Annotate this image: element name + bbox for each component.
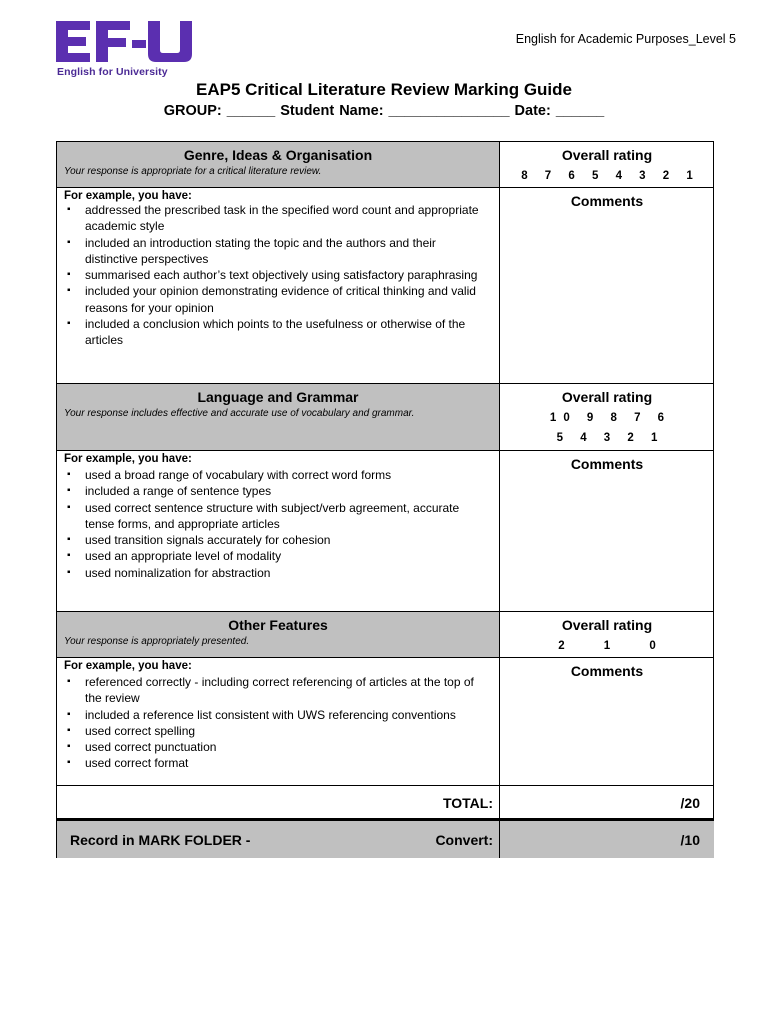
criteria-item: ▪ used a broad range of vocabulary with correct word forms — [57, 467, 489, 483]
section-heading: Language and Grammar — [197, 389, 359, 405]
criteria-item: ▪ used correct sentence structure with subject/verb agreement, accurate tense forms, and appropriate articles — [57, 500, 489, 533]
section-description: Your response is appropriate for a critical literature review. — [64, 166, 322, 177]
section-other-criteria — [57, 658, 500, 786]
section-genre-comments — [500, 188, 714, 384]
criteria-item: ▪ used correct format — [57, 755, 489, 771]
record-label: Record in MARK FOLDER - — [70, 832, 251, 848]
section-genre-criteria — [57, 188, 500, 384]
efu-logo-letters — [56, 20, 196, 64]
total-row-label-cell — [57, 786, 500, 821]
criteria-item: ▪ used correct punctuation — [57, 739, 489, 755]
overall-rating-label: Overall rating — [561, 617, 653, 633]
criteria-item: ▪ used transition signals accurately for cohesion — [57, 532, 489, 548]
criteria-item: ▪ used nominalization for abstraction — [57, 565, 489, 581]
criteria-item: ▪ included an introduction stating the topic and the authors and their distinctive perspectives — [57, 235, 489, 268]
criteria-item: ▪ used correct spelling — [57, 723, 489, 739]
criteria-item: ▪ referenced correctly - including correct referencing of articles at the top of the review — [57, 674, 489, 707]
logo-subtitle: English for University — [57, 66, 168, 78]
section-genre-header — [57, 142, 500, 188]
section-description: Your response includes effective and accurate use of vocabulary and grammar. — [64, 408, 415, 419]
section-heading: Other Features — [228, 617, 328, 633]
efu-logo — [56, 20, 196, 78]
student-info-line: GROUP: ______ Student Name: _______________ Date: ______ — [163, 103, 605, 119]
section-language-rating — [500, 384, 714, 451]
convert-score-cell — [500, 821, 714, 858]
section-genre-rating — [500, 142, 714, 188]
convert-label: Convert: — [435, 832, 493, 848]
criteria-intro: For example, you have: — [64, 190, 192, 202]
section-other-header — [57, 612, 500, 658]
rating-scale-line-2: 5 4 3 2 1 — [556, 432, 665, 444]
criteria-intro: For example, you have: — [64, 453, 192, 465]
rating-scale: 8 7 6 5 4 3 2 1 — [521, 170, 700, 182]
total-score-cell — [500, 786, 714, 821]
rating-scale: 2 1 0 — [558, 640, 674, 652]
section-description: Your response is appropriately presented. — [64, 636, 250, 647]
section-heading: Genre, Ideas & Organisation — [183, 147, 373, 163]
total-score: /20 — [680, 795, 700, 811]
overall-rating-label: Overall rating — [561, 389, 653, 405]
comments-label: Comments — [570, 456, 644, 472]
criteria-list — [57, 467, 499, 581]
section-other-comments — [500, 658, 714, 786]
criteria-item: ▪ included a reference list consistent with UWS referencing conventions — [57, 707, 489, 723]
criteria-list — [57, 202, 499, 349]
comments-label: Comments — [570, 193, 644, 209]
rating-scale-line-1: 10 9 8 7 6 — [549, 412, 672, 424]
criteria-intro: For example, you have: — [64, 660, 192, 672]
criteria-item: ▪ included your opinion demonstrating evidence of critical thinking and valid reasons for your opinion — [57, 283, 489, 316]
record-row-label-cell — [57, 821, 500, 858]
section-language-criteria — [57, 451, 500, 612]
criteria-item: ▪ included a range of sentence types — [57, 483, 489, 499]
marking-rubric-table — [56, 141, 714, 858]
section-language-comments — [500, 451, 714, 612]
criteria-item: ▪ summarised each author’s text objectively using satisfactory paraphrasing — [57, 267, 489, 283]
criteria-list — [57, 674, 499, 772]
course-label: English for Academic Purposes_Level 5 — [515, 32, 736, 46]
criteria-item: ▪ addressed the prescribed task in the specified word count and appropriate academic style — [57, 202, 489, 235]
criteria-item: ▪ included a conclusion which points to the usefulness or otherwise of the articles — [57, 316, 489, 349]
comments-label: Comments — [570, 663, 644, 679]
page-title: EAP5 Critical Literature Review Marking Guide — [195, 80, 572, 99]
convert-score: /10 — [680, 832, 700, 848]
criteria-item: ▪ used an appropriate level of modality — [57, 548, 489, 564]
section-language-header — [57, 384, 500, 451]
overall-rating-label: Overall rating — [561, 147, 653, 163]
total-label: TOTAL: — [442, 795, 493, 811]
section-other-rating — [500, 612, 714, 658]
